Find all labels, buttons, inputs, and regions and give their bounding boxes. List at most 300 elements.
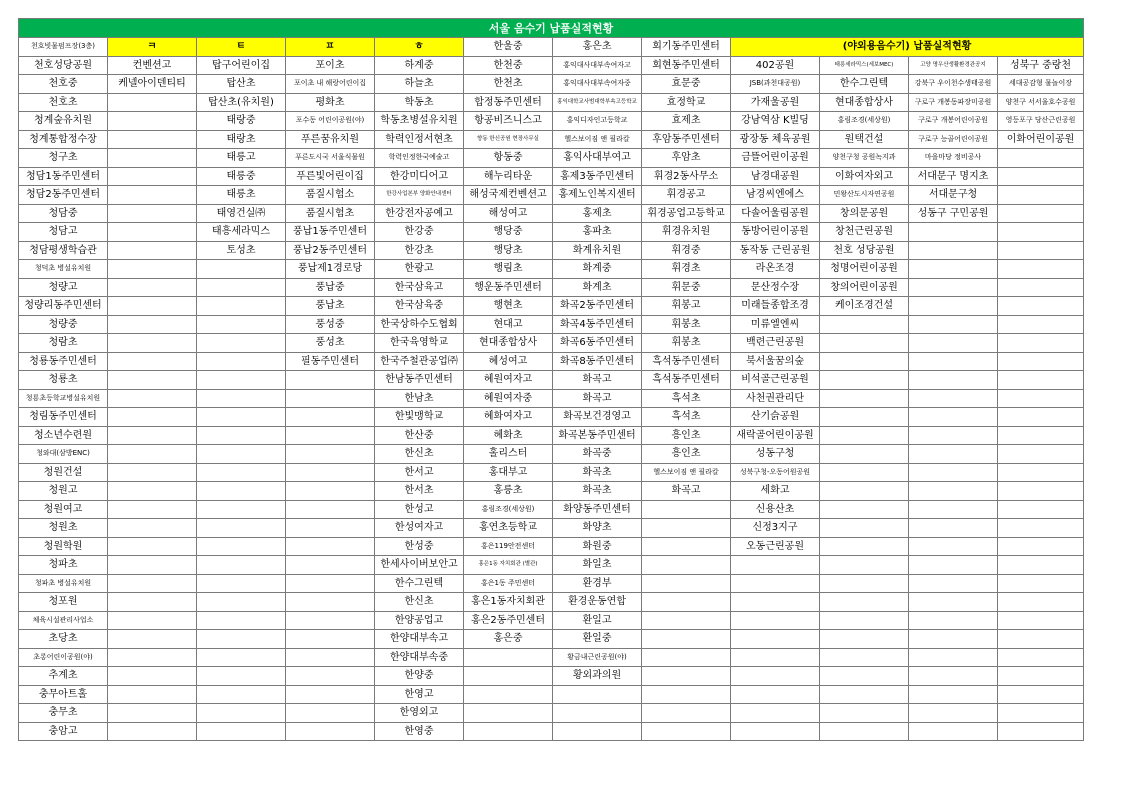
table-row (19, 75, 1084, 94)
table-cell: 포이초 내 해랑어린이집 (286, 75, 375, 94)
table-cell (197, 556, 286, 575)
table-cell (642, 630, 731, 649)
table-cell (108, 93, 197, 112)
outdoor-section-header: (야외용음수기) 납품실적현황 (731, 38, 1084, 57)
table-cell (998, 667, 1084, 686)
table-cell: 홍익디자인고등학교 (553, 112, 642, 131)
table-cell: 한빛맹학교 (375, 408, 464, 427)
table-cell (820, 722, 909, 741)
table-cell (642, 500, 731, 519)
table-cell (286, 722, 375, 741)
table-cell (820, 389, 909, 408)
table-cell: 남경씨엔에스 (731, 186, 820, 205)
table-cell: 화곡고 (642, 482, 731, 501)
table-cell: 세화고 (731, 482, 820, 501)
table-cell: 화곡본동주민센터 (553, 426, 642, 445)
table-cell: 태흥세라믹스 (197, 223, 286, 242)
table-cell: 한양대부속중 (375, 648, 464, 667)
table-cell (909, 445, 998, 464)
header-cell: 천호빗물펌프장(3층) (19, 38, 108, 57)
table-cell (998, 223, 1084, 242)
table-cell: 산기슭공원 (731, 408, 820, 427)
table-cell (108, 371, 197, 390)
table-cell (553, 704, 642, 723)
table-cell: 한강사업본부 양화안내센터 (375, 186, 464, 205)
table-cell (642, 667, 731, 686)
table-cell (197, 408, 286, 427)
table-cell (108, 685, 197, 704)
table-cell: 풍납2동주민센터 (286, 241, 375, 260)
table-cell: 성동구청 (731, 445, 820, 464)
table-cell (108, 408, 197, 427)
table-cell: 한양중 (375, 667, 464, 686)
table-cell (108, 260, 197, 279)
table-cell: 천호중 (19, 75, 108, 94)
table-cell: 항공비즈니스고 (464, 112, 553, 131)
table-cell: 태영건실㈜ (197, 204, 286, 223)
table-cell: 황금내근린공원(야) (553, 648, 642, 667)
sheet-title: 서울 음수기 납품실적현황 (19, 19, 1084, 38)
table-row (19, 537, 1084, 556)
table-cell (108, 500, 197, 519)
table-cell: 창의어린이공원 (820, 278, 909, 297)
table-cell (108, 648, 197, 667)
table-cell (998, 537, 1084, 556)
table-cell (998, 260, 1084, 279)
table-cell (286, 667, 375, 686)
table-cell: 청룡동주민센터 (19, 352, 108, 371)
table-cell: 한영외고 (375, 704, 464, 723)
table-cell: 한양공업고 (375, 611, 464, 630)
table-cell (998, 352, 1084, 371)
table-row (19, 426, 1084, 445)
table-cell: 홍은1동자치회관 (464, 593, 553, 612)
table-cell: 화원중 (553, 537, 642, 556)
table-cell: 한양대부속고 (375, 630, 464, 649)
table-row (19, 463, 1084, 482)
table-cell (731, 704, 820, 723)
table-cell: 청계숲유치원 (19, 112, 108, 131)
table-cell: 혜성여고 (464, 352, 553, 371)
table-cell (642, 722, 731, 741)
table-cell: 평화초 (286, 93, 375, 112)
table-row (19, 93, 1084, 112)
table-cell (464, 704, 553, 723)
table-cell (464, 648, 553, 667)
table-cell: 회현동주민센터 (642, 56, 731, 75)
table-cell: 홍대부고 (464, 463, 553, 482)
table-cell (108, 204, 197, 223)
table-cell: 환일고 (553, 611, 642, 630)
table-cell: 한강초 (375, 241, 464, 260)
table-cell (909, 482, 998, 501)
table-cell: 한남초 (375, 389, 464, 408)
table-cell: 현대종합상사 (464, 334, 553, 353)
table-row (19, 408, 1084, 427)
table-cell (197, 630, 286, 649)
table-cell (820, 352, 909, 371)
table-cell (909, 260, 998, 279)
table-cell: 청덕초 병설유치원 (19, 260, 108, 279)
header-cell: ㅍ (286, 38, 375, 57)
table-cell: 창의문공원 (820, 204, 909, 223)
table-cell (108, 630, 197, 649)
table-cell (286, 630, 375, 649)
table-cell: 한국육영학교 (375, 334, 464, 353)
table-cell (820, 371, 909, 390)
table-cell (998, 204, 1084, 223)
table-cell (909, 426, 998, 445)
table-cell: 한성중 (375, 537, 464, 556)
table-cell: 태릉고 (197, 149, 286, 168)
table-cell (108, 315, 197, 334)
table-cell (820, 593, 909, 612)
table-cell (820, 315, 909, 334)
table-cell: 구로구 개봉어린이공원 (909, 112, 998, 131)
table-cell (820, 445, 909, 464)
table-cell: 청담고 (19, 223, 108, 242)
table-cell (286, 426, 375, 445)
table-cell (642, 704, 731, 723)
table-cell (286, 371, 375, 390)
table-cell: 민왕산도시자연공원 (820, 186, 909, 205)
table-row (19, 445, 1084, 464)
table-cell (731, 556, 820, 575)
table-cell: 백련근린공원 (731, 334, 820, 353)
table-cell (197, 278, 286, 297)
table-cell (998, 611, 1084, 630)
title-row (19, 19, 1084, 38)
table-cell (909, 722, 998, 741)
table-row (19, 186, 1084, 205)
table-cell (909, 463, 998, 482)
table-cell: 청룡초 (19, 371, 108, 390)
table-cell (820, 556, 909, 575)
table-cell (820, 630, 909, 649)
table-cell: 충암고 (19, 722, 108, 741)
table-row (19, 260, 1084, 279)
table-cell (108, 426, 197, 445)
table-cell: 한천초 (464, 75, 553, 94)
table-cell (108, 186, 197, 205)
table-cell (197, 704, 286, 723)
table-cell (197, 500, 286, 519)
table-cell (909, 685, 998, 704)
table-cell (108, 667, 197, 686)
table-cell: 탑산초 (197, 75, 286, 94)
table-cell: 금뜰어린이공원 (731, 149, 820, 168)
table-cell (197, 685, 286, 704)
table-cell: 케이조경건설 (820, 297, 909, 316)
table-cell: 청원초 (19, 519, 108, 538)
table-cell (731, 611, 820, 630)
table-cell (108, 445, 197, 464)
table-cell: 화곡고 (553, 371, 642, 390)
table-cell: 청담1동주민센터 (19, 167, 108, 186)
table-cell: 한국삼육중 (375, 297, 464, 316)
table-cell: 흥인초 (642, 426, 731, 445)
table-cell: 강남역삼 K빌딩 (731, 112, 820, 131)
table-cell (642, 537, 731, 556)
table-cell (108, 519, 197, 538)
table-cell (909, 315, 998, 334)
table-cell: 혜화여자고 (464, 408, 553, 427)
table-cell (731, 648, 820, 667)
table-cell: 청량리동주민센터 (19, 297, 108, 316)
table-cell: 남경대공원 (731, 167, 820, 186)
table-cell (108, 167, 197, 186)
table-cell (909, 537, 998, 556)
table-cell: 한국상하수도협회 (375, 315, 464, 334)
table-cell (820, 648, 909, 667)
table-cell: 태랑초 (197, 130, 286, 149)
table-cell: 포수동 어린이공원(야) (286, 112, 375, 131)
table-cell: 흑석동주민센터 (642, 352, 731, 371)
table-cell: 환경부 (553, 574, 642, 593)
table-cell (108, 704, 197, 723)
table-cell (909, 278, 998, 297)
table-cell (998, 426, 1084, 445)
table-cell: 홍제초 (553, 204, 642, 223)
table-cell (998, 334, 1084, 353)
table-cell (108, 334, 197, 353)
table-cell (731, 574, 820, 593)
table-row (19, 648, 1084, 667)
table-cell (197, 389, 286, 408)
table-cell: 화곡초 (553, 463, 642, 482)
table-cell (820, 667, 909, 686)
table-row (19, 204, 1084, 223)
table-cell: JSB(과천대공원) (731, 75, 820, 94)
table-cell (820, 500, 909, 519)
table-cell: 한남동주민센터 (375, 371, 464, 390)
table-cell (731, 593, 820, 612)
table-cell: 서대문구 명지초 (909, 167, 998, 186)
table-cell (197, 334, 286, 353)
table-row (19, 278, 1084, 297)
table-cell (108, 722, 197, 741)
table-cell: 충무초 (19, 704, 108, 723)
table-cell (197, 260, 286, 279)
table-cell: 초당초 (19, 630, 108, 649)
table-cell: 포이초 (286, 56, 375, 75)
table-cell: 양천구 서서울호수공원 (998, 93, 1084, 112)
table-cell (909, 334, 998, 353)
table-cell: 해성여고 (464, 204, 553, 223)
table-cell: 청룡초등학교병설유치원 (19, 389, 108, 408)
table-cell: 컨벤션고 (108, 56, 197, 75)
table-cell: 휘경공고 (642, 186, 731, 205)
table-cell (286, 537, 375, 556)
table-cell: 학력인정서현초 (375, 130, 464, 149)
table-cell: 한국삼육고 (375, 278, 464, 297)
table-cell: 비석골근린공원 (731, 371, 820, 390)
table-cell (909, 371, 998, 390)
table-cell: 화곡고 (553, 389, 642, 408)
table-row (19, 722, 1084, 741)
table-cell (909, 556, 998, 575)
table-cell (998, 408, 1084, 427)
table-cell: 청량고 (19, 278, 108, 297)
table-cell: 환경운동연합 (553, 593, 642, 612)
table-row (19, 593, 1084, 612)
table-row (19, 611, 1084, 630)
table-cell: 광장동 체육공원 (731, 130, 820, 149)
table-cell: 후암동주민센터 (642, 130, 731, 149)
table-row (19, 574, 1084, 593)
table-row (19, 685, 1084, 704)
table-cell: 황외과의원 (553, 667, 642, 686)
table-cell: 태릉세라믹스(세보MEC) (820, 56, 909, 75)
table-row (19, 241, 1084, 260)
table-cell: 충무아트홀 (19, 685, 108, 704)
table-cell (286, 389, 375, 408)
table-cell (909, 408, 998, 427)
table-cell (108, 463, 197, 482)
table-row (19, 223, 1084, 242)
table-cell: 행운동주민센터 (464, 278, 553, 297)
table-row (19, 371, 1084, 390)
table-cell: 품질시험초 (286, 204, 375, 223)
table-cell (998, 500, 1084, 519)
table-cell: 라온조경 (731, 260, 820, 279)
table-cell: 사천권관리단 (731, 389, 820, 408)
table-cell: 이화여자외고 (820, 167, 909, 186)
table-cell (108, 611, 197, 630)
table-cell: 휘경초 (642, 260, 731, 279)
table-cell (286, 500, 375, 519)
table-cell (197, 593, 286, 612)
table-cell: 현대종합상사 (820, 93, 909, 112)
table-cell: 성동구 구민공원 (909, 204, 998, 223)
table-cell: 구로구 개봉동파장미공원 (909, 93, 998, 112)
table-cell: 청량중 (19, 315, 108, 334)
table-cell: 한강미디어고 (375, 167, 464, 186)
table-cell (108, 241, 197, 260)
table-cell (197, 426, 286, 445)
table-cell (820, 611, 909, 630)
table-cell: 북서울꿈의숲 (731, 352, 820, 371)
table-cell: 추계초 (19, 667, 108, 686)
table-cell: 청원여고 (19, 500, 108, 519)
table-cell: 강북구 우이천수생태공원 (909, 75, 998, 94)
table-cell (909, 630, 998, 649)
table-cell (998, 593, 1084, 612)
table-cell: 한세사이버보안고 (375, 556, 464, 575)
table-cell: 푸른빛어린이집 (286, 167, 375, 186)
table-cell: 홍림조경(세상원) (820, 112, 909, 131)
table-cell: 홍익대사대부속여자중 (553, 75, 642, 94)
table-cell: 청와대(삼방ENC) (19, 445, 108, 464)
table-cell (108, 297, 197, 316)
table-cell: 다솔어울림공원 (731, 204, 820, 223)
table-cell: 홍제3동주민센터 (553, 167, 642, 186)
table-cell: 학력인정한국예술고 (375, 149, 464, 168)
table-cell (642, 593, 731, 612)
table-cell (108, 149, 197, 168)
table-row (19, 315, 1084, 334)
table-cell: 홍익사대부여고 (553, 149, 642, 168)
table-cell: 한천중 (464, 56, 553, 75)
table-cell: 화계유치원 (553, 241, 642, 260)
table-row (19, 297, 1084, 316)
table-cell: 청포원 (19, 593, 108, 612)
table-cell: 화일초 (553, 556, 642, 575)
table-cell: 화곡8동주민센터 (553, 352, 642, 371)
table-cell: 푸른꿈유치원 (286, 130, 375, 149)
table-cell: 풍성중 (286, 315, 375, 334)
table-cell: 오동근린공원 (731, 537, 820, 556)
table-cell (286, 556, 375, 575)
table-cell (197, 537, 286, 556)
table-cell: 환일중 (553, 630, 642, 649)
table-cell: 휘경중 (642, 241, 731, 260)
table-cell (998, 463, 1084, 482)
table-cell (108, 556, 197, 575)
table-cell: 휘문중 (642, 278, 731, 297)
table-row (19, 56, 1084, 75)
table-cell: 영등포구 당산근린공원 (998, 112, 1084, 131)
table-cell (909, 519, 998, 538)
table-row (19, 389, 1084, 408)
table-cell: 화곡2동주민센터 (553, 297, 642, 316)
table-cell: 홍연초등학교 (464, 519, 553, 538)
table-cell: 한성고 (375, 500, 464, 519)
table-cell (731, 630, 820, 649)
table-row (19, 112, 1084, 131)
table-cell: 한강전자공예고 (375, 204, 464, 223)
table-cell (553, 722, 642, 741)
table-cell: 해성국제컨벤션고 (464, 186, 553, 205)
table-cell (642, 556, 731, 575)
table-cell: 홍은1동 주민센터 (464, 574, 553, 593)
table-cell (553, 685, 642, 704)
table-cell: 해누리타운 (464, 167, 553, 186)
table-cell: 하늘초 (375, 75, 464, 94)
table-cell (286, 593, 375, 612)
table-cell (286, 574, 375, 593)
table-cell: 홀리스터 (464, 445, 553, 464)
table-cell: 풍납1동주민센터 (286, 223, 375, 242)
header-cell: ㅋ (108, 38, 197, 57)
table-cell: 화곡4동주민센터 (553, 315, 642, 334)
table-cell: 천호 성당공원 (820, 241, 909, 260)
table-cell (820, 482, 909, 501)
table-cell (909, 241, 998, 260)
table-cell: 청파초 병설유치원 (19, 574, 108, 593)
table-cell: 한영중 (375, 722, 464, 741)
table-cell: 고양 명우산생활환경관공지 (909, 56, 998, 75)
table-cell: 효정학교 (642, 93, 731, 112)
header-cell: 회기동주민센터 (642, 38, 731, 57)
table-cell (197, 352, 286, 371)
table-cell (197, 315, 286, 334)
table-cell: 한신초 (375, 593, 464, 612)
table-cell: 한성여자고 (375, 519, 464, 538)
table-cell: 탑구어린이집 (197, 56, 286, 75)
table-cell (820, 537, 909, 556)
table-cell (820, 463, 909, 482)
table-cell (909, 648, 998, 667)
table-cell (731, 667, 820, 686)
table-cell (197, 445, 286, 464)
table-cell (108, 593, 197, 612)
table-cell: 항동중 (464, 149, 553, 168)
table-cell: 마을마당 정비공사 (909, 149, 998, 168)
table-cell: 흑석동주민센터 (642, 371, 731, 390)
table-cell: 가재울공원 (731, 93, 820, 112)
table-cell: 신정3지구 (731, 519, 820, 538)
